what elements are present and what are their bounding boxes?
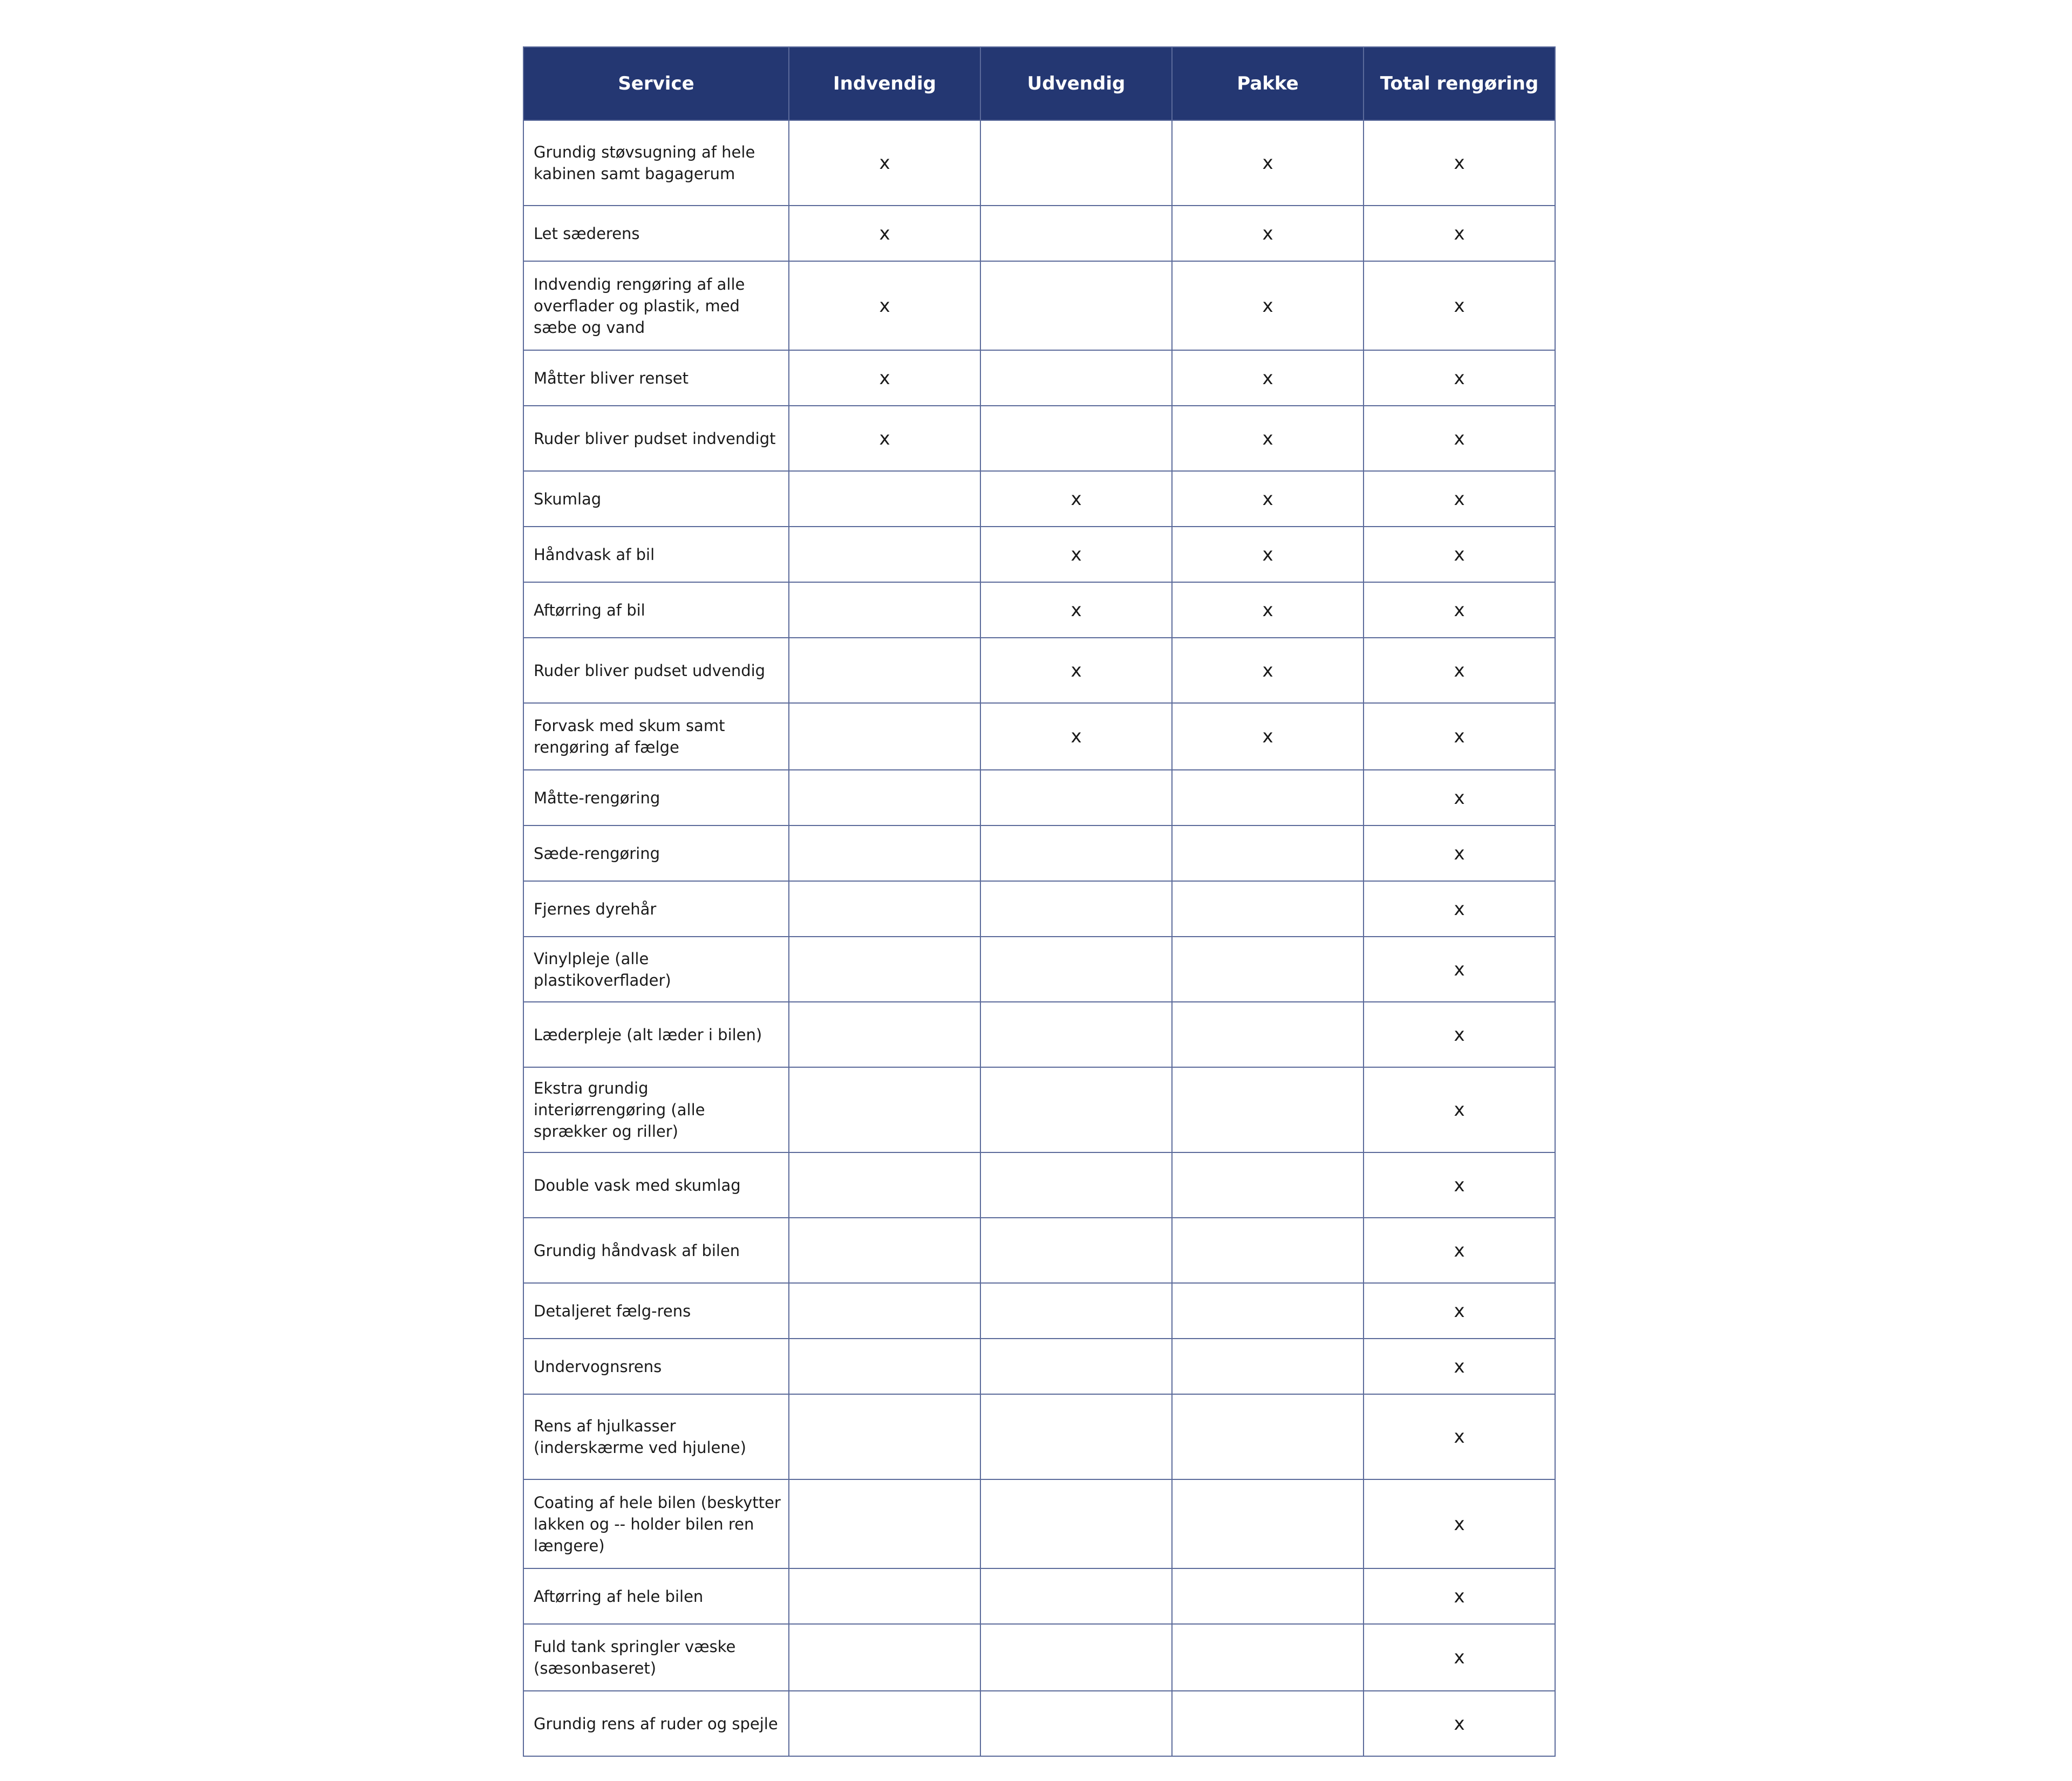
mark-cell-total: x (1364, 1218, 1555, 1283)
mark-cell-indvendig (789, 881, 980, 937)
mark-cell-indvendig (789, 1218, 980, 1283)
service-name-cell: Detaljeret fælg-rens (523, 1283, 789, 1339)
mark-cell-indvendig (789, 1691, 980, 1756)
mark-cell-udvendig: x (980, 703, 1172, 770)
mark-cell-udvendig: x (980, 471, 1172, 527)
table-row (523, 1218, 1555, 1283)
mark-cell-udvendig (980, 1283, 1172, 1339)
mark-cell-udvendig (980, 206, 1172, 261)
mark-cell-udvendig (980, 261, 1172, 350)
mark-cell-indvendig (789, 937, 980, 1002)
mark-cell-indvendig: x (789, 120, 980, 206)
table-row (523, 638, 1555, 703)
mark-cell-udvendig (980, 1152, 1172, 1218)
mark-cell-total: x (1364, 261, 1555, 350)
table-row (523, 261, 1555, 350)
table-row (523, 1394, 1555, 1479)
mark-cell-total: x (1364, 881, 1555, 937)
table-row (523, 1339, 1555, 1394)
mark-cell-indvendig: x (789, 350, 980, 406)
service-name-cell: Rens af hjulkasser (inderskærme ved hjulene) (523, 1394, 789, 1479)
mark-cell-udvendig (980, 406, 1172, 471)
mark-cell-udvendig (980, 1339, 1172, 1394)
mark-cell-total: x (1364, 206, 1555, 261)
mark-cell-pakke (1172, 1479, 1364, 1568)
mark-cell-indvendig (789, 1568, 980, 1624)
mark-cell-total: x (1364, 1067, 1555, 1152)
header-udvendig: Udvendig (980, 47, 1172, 120)
mark-cell-total: x (1364, 825, 1555, 881)
service-name-cell: Ruder bliver pudset indvendigt (523, 406, 789, 471)
mark-cell-indvendig (789, 582, 980, 638)
table-row (523, 206, 1555, 261)
service-name-cell: Måtter bliver renset (523, 350, 789, 406)
service-name-cell: Fuld tank springler væske (sæsonbaseret) (523, 1624, 789, 1691)
mark-cell-pakke (1172, 1002, 1364, 1067)
service-name-cell: Læderpleje (alt læder i bilen) (523, 1002, 789, 1067)
service-name-cell: Indvendig rengøring af alle overflader og plastik, med sæbe og vand (523, 261, 789, 350)
mark-cell-udvendig (980, 1568, 1172, 1624)
mark-cell-total: x (1364, 1339, 1555, 1394)
mark-cell-pakke (1172, 1691, 1364, 1756)
table-row (523, 350, 1555, 406)
mark-cell-total: x (1364, 1624, 1555, 1691)
table-header-row (523, 47, 1555, 120)
mark-cell-udvendig (980, 937, 1172, 1002)
mark-cell-udvendig (980, 1624, 1172, 1691)
mark-cell-indvendig (789, 1002, 980, 1067)
mark-cell-indvendig: x (789, 406, 980, 471)
service-name-cell: Grundig håndvask af bilen (523, 1218, 789, 1283)
mark-cell-udvendig: x (980, 527, 1172, 582)
table-row (523, 881, 1555, 937)
mark-cell-udvendig (980, 1067, 1172, 1152)
mark-cell-total: x (1364, 1691, 1555, 1756)
mark-cell-udvendig (980, 1394, 1172, 1479)
table-row (523, 1067, 1555, 1152)
service-name-cell: Double vask med skumlag (523, 1152, 789, 1218)
table-row (523, 1283, 1555, 1339)
mark-cell-total: x (1364, 638, 1555, 703)
mark-cell-indvendig (789, 1394, 980, 1479)
mark-cell-pakke (1172, 1339, 1364, 1394)
table-row (523, 527, 1555, 582)
mark-cell-indvendig: x (789, 261, 980, 350)
table-row (523, 471, 1555, 527)
table-row (523, 825, 1555, 881)
mark-cell-indvendig (789, 825, 980, 881)
mark-cell-total: x (1364, 350, 1555, 406)
mark-cell-udvendig (980, 770, 1172, 825)
table-row (523, 1691, 1555, 1756)
mark-cell-total: x (1364, 406, 1555, 471)
header-indvendig: Indvendig (789, 47, 980, 120)
mark-cell-udvendig (980, 825, 1172, 881)
mark-cell-total: x (1364, 582, 1555, 638)
service-name-cell: Grundig støvsugning af hele kabinen samt bagagerum (523, 120, 789, 206)
service-comparison-table (523, 46, 1556, 1757)
mark-cell-total: x (1364, 1568, 1555, 1624)
table-row (523, 1624, 1555, 1691)
table-body (523, 120, 1555, 1756)
mark-cell-total: x (1364, 1002, 1555, 1067)
mark-cell-total: x (1364, 1283, 1555, 1339)
mark-cell-indvendig (789, 1339, 980, 1394)
table-row (523, 1568, 1555, 1624)
mark-cell-pakke (1172, 881, 1364, 937)
table-row (523, 1479, 1555, 1568)
mark-cell-pakke (1172, 825, 1364, 881)
mark-cell-pakke (1172, 1152, 1364, 1218)
mark-cell-pakke (1172, 1568, 1364, 1624)
header-total-rengoring: Total rengøring (1364, 47, 1555, 120)
header-service: Service (523, 47, 789, 120)
mark-cell-pakke (1172, 1624, 1364, 1691)
mark-cell-pakke: x (1172, 471, 1364, 527)
mark-cell-indvendig (789, 770, 980, 825)
mark-cell-pakke (1172, 1283, 1364, 1339)
service-name-cell: Sæde-rengøring (523, 825, 789, 881)
service-name-cell: Aftørring af hele bilen (523, 1568, 789, 1624)
table-row (523, 703, 1555, 770)
service-name-cell: Forvask med skum samt rengøring af fælge (523, 703, 789, 770)
mark-cell-total: x (1364, 770, 1555, 825)
mark-cell-indvendig (789, 1479, 980, 1568)
mark-cell-total: x (1364, 937, 1555, 1002)
mark-cell-pakke: x (1172, 261, 1364, 350)
mark-cell-udvendig: x (980, 582, 1172, 638)
mark-cell-total: x (1364, 471, 1555, 527)
mark-cell-indvendig: x (789, 206, 980, 261)
mark-cell-udvendig (980, 350, 1172, 406)
mark-cell-pakke: x (1172, 120, 1364, 206)
mark-cell-udvendig (980, 1218, 1172, 1283)
mark-cell-total: x (1364, 1479, 1555, 1568)
mark-cell-total: x (1364, 1394, 1555, 1479)
service-name-cell: Måtte-rengøring (523, 770, 789, 825)
mark-cell-pakke: x (1172, 527, 1364, 582)
table-row (523, 1152, 1555, 1218)
mark-cell-indvendig (789, 1283, 980, 1339)
mark-cell-indvendig (789, 1067, 980, 1152)
mark-cell-pakke (1172, 937, 1364, 1002)
service-name-cell: Grundig rens af ruder og spejle (523, 1691, 789, 1756)
table-row (523, 582, 1555, 638)
table-row (523, 770, 1555, 825)
service-name-cell: Let sæderens (523, 206, 789, 261)
table-row (523, 120, 1555, 206)
mark-cell-udvendig (980, 120, 1172, 206)
service-name-cell: Håndvask af bil (523, 527, 789, 582)
service-name-cell: Fjernes dyrehår (523, 881, 789, 937)
mark-cell-indvendig (789, 638, 980, 703)
service-name-cell: Ruder bliver pudset udvendig (523, 638, 789, 703)
mark-cell-pakke: x (1172, 703, 1364, 770)
mark-cell-udvendig (980, 1691, 1172, 1756)
mark-cell-pakke: x (1172, 638, 1364, 703)
mark-cell-indvendig (789, 703, 980, 770)
mark-cell-pakke (1172, 1067, 1364, 1152)
mark-cell-total: x (1364, 527, 1555, 582)
mark-cell-total: x (1364, 703, 1555, 770)
service-name-cell: Undervognsrens (523, 1339, 789, 1394)
service-name-cell: Aftørring af bil (523, 582, 789, 638)
mark-cell-pakke (1172, 1218, 1364, 1283)
table-row (523, 406, 1555, 471)
service-name-cell: Vinylpleje (alle plastikoverflader) (523, 937, 789, 1002)
mark-cell-pakke: x (1172, 350, 1364, 406)
service-name-cell: Skumlag (523, 471, 789, 527)
mark-cell-indvendig (789, 527, 980, 582)
mark-cell-indvendig (789, 1152, 980, 1218)
mark-cell-udvendig (980, 1002, 1172, 1067)
mark-cell-total: x (1364, 1152, 1555, 1218)
mark-cell-pakke: x (1172, 582, 1364, 638)
mark-cell-pakke (1172, 770, 1364, 825)
mark-cell-pakke (1172, 1394, 1364, 1479)
mark-cell-udvendig (980, 1479, 1172, 1568)
mark-cell-udvendig (980, 881, 1172, 937)
table-row (523, 937, 1555, 1002)
mark-cell-udvendig: x (980, 638, 1172, 703)
mark-cell-indvendig (789, 1624, 980, 1691)
header-pakke: Pakke (1172, 47, 1364, 120)
mark-cell-pakke: x (1172, 206, 1364, 261)
table-row (523, 1002, 1555, 1067)
mark-cell-pakke: x (1172, 406, 1364, 471)
mark-cell-total: x (1364, 120, 1555, 206)
service-name-cell: Coating af hele bilen (beskytter lakken og -- holder bilen ren længere) (523, 1479, 789, 1568)
mark-cell-indvendig (789, 471, 980, 527)
service-name-cell: Ekstra grundig interiørrengøring (alle sprækker og riller) (523, 1067, 789, 1152)
